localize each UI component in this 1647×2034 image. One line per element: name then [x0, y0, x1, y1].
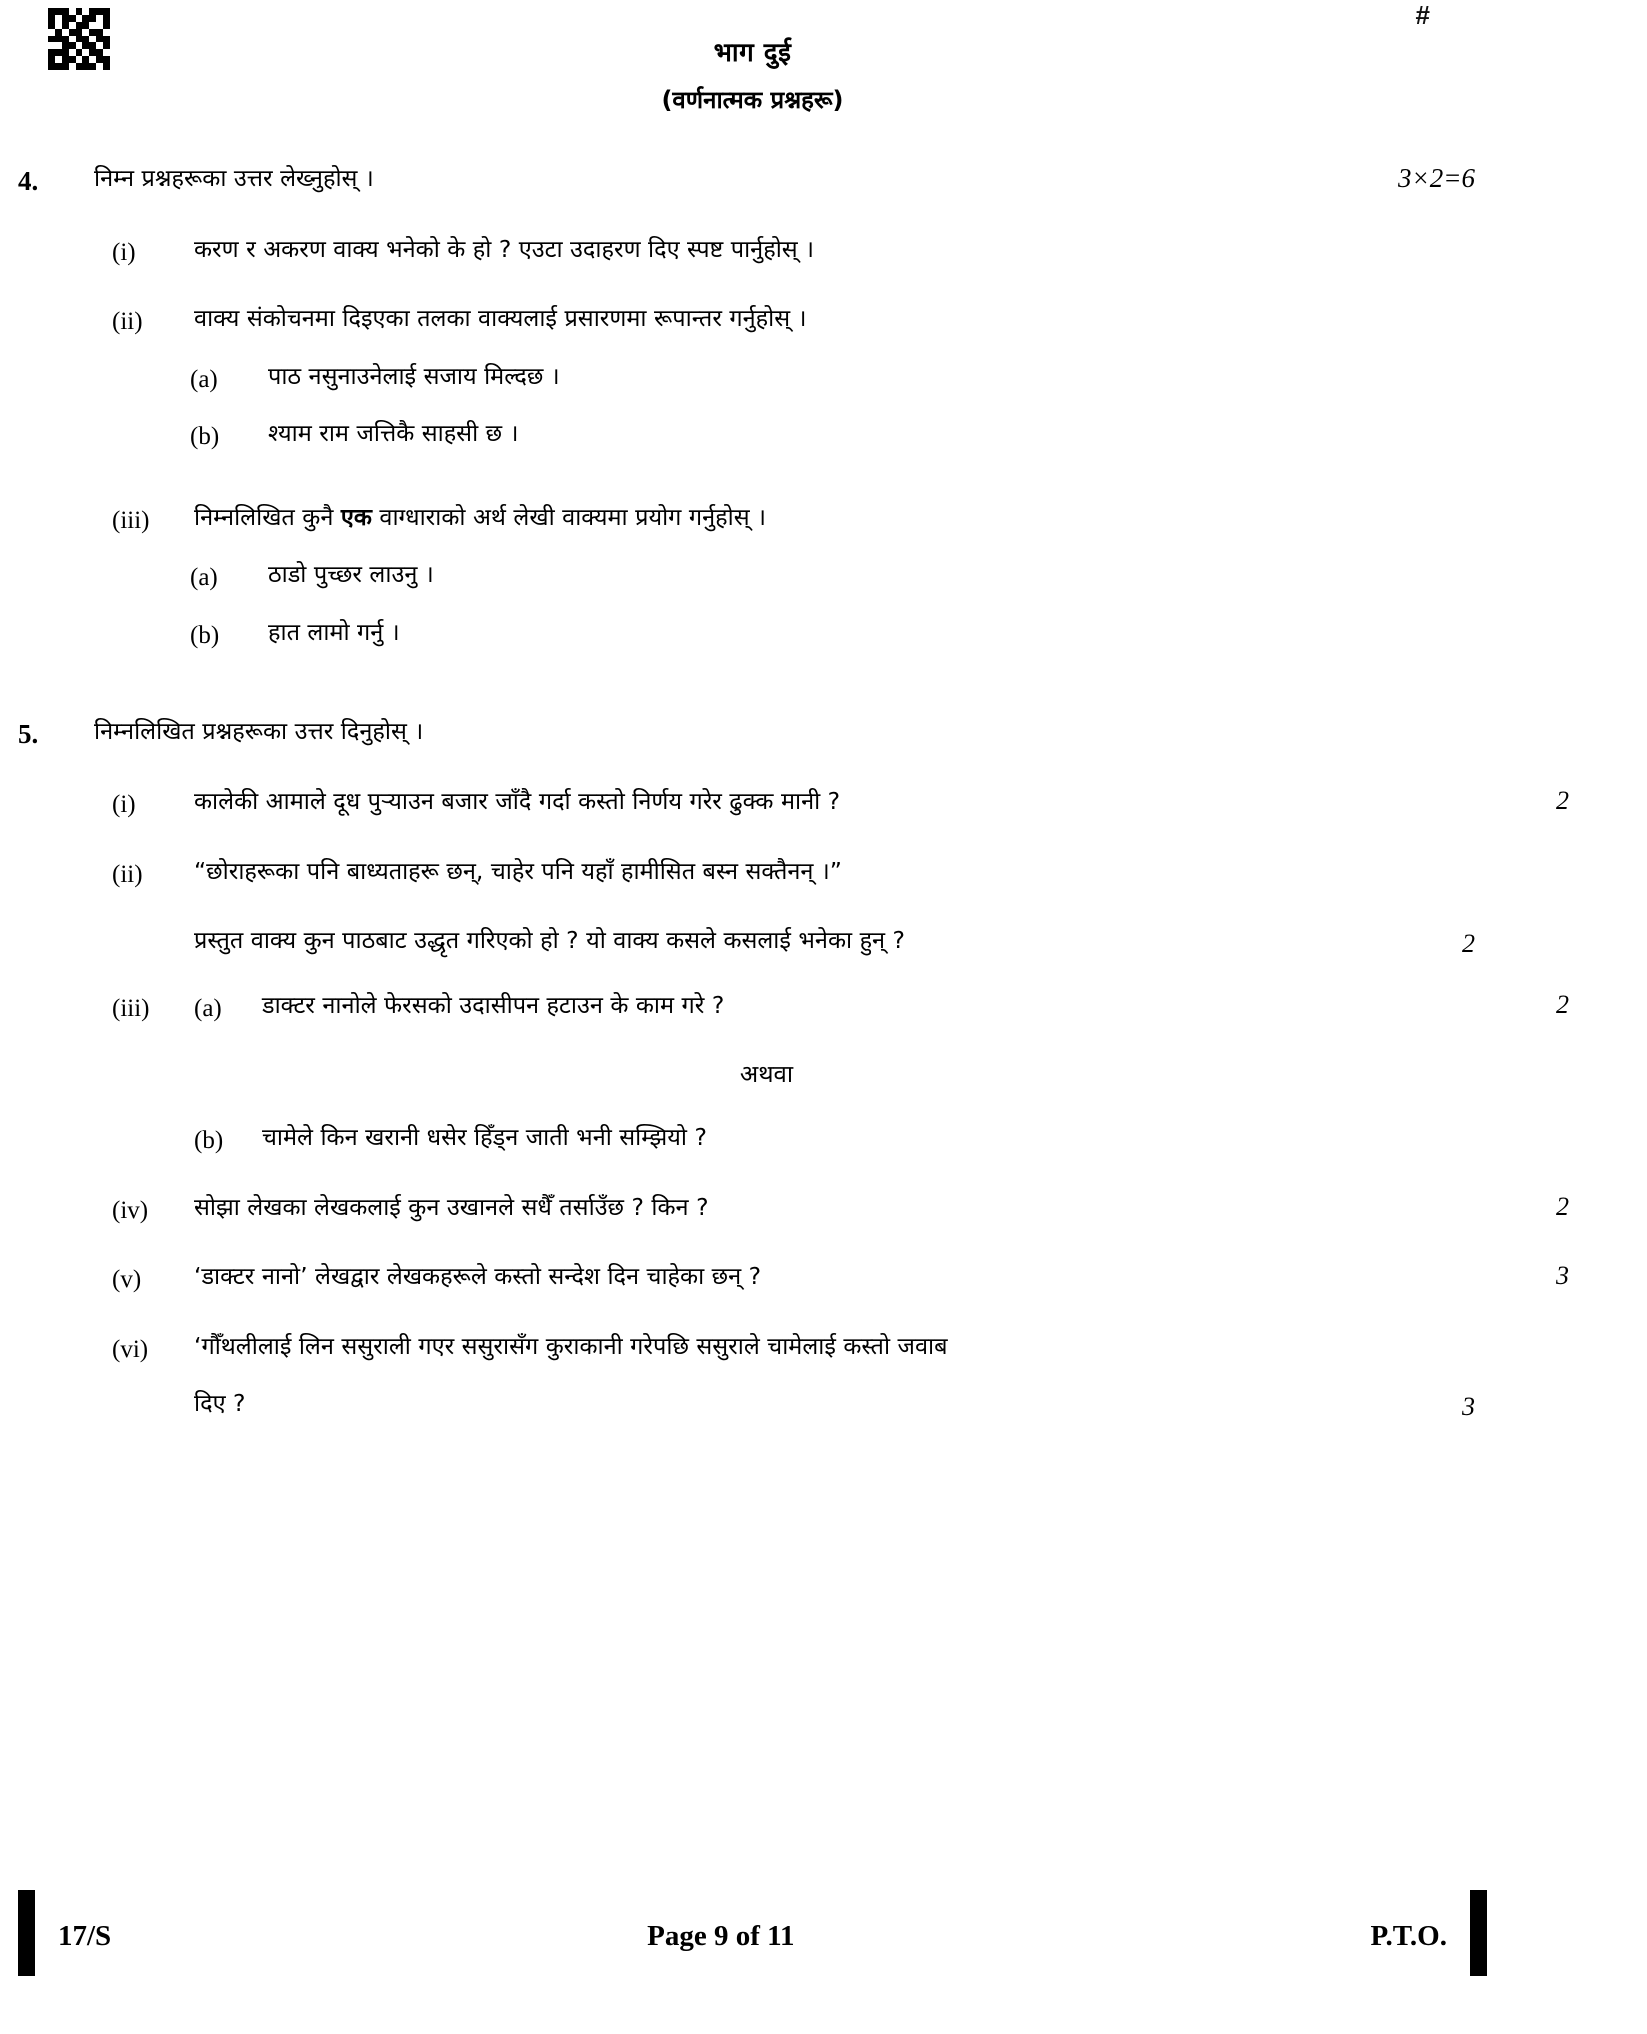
subitem-label: (a): [190, 365, 218, 393]
item-marks: 2: [1462, 929, 1475, 959]
page-footer: [0, 1890, 1505, 1976]
item-label: (i): [112, 791, 136, 819]
pto-label: P.T.O.: [1370, 1920, 1447, 1952]
subitem-label: (a): [194, 994, 222, 1022]
subitem-text: श्याम राम जत्तिकै साहसी छ ।: [268, 419, 519, 448]
item-label: (iv): [112, 1196, 149, 1224]
subitem-text: चामेले किन खरानी धसेर हिँड्न जाती भनी सम्झियो ?: [262, 1123, 707, 1152]
question-text: निम्नलिखित प्रश्नहरूका उत्तर दिनुहोस् ।: [94, 717, 424, 746]
subitem-text: हात लामो गर्नु ।: [268, 617, 400, 646]
item-text: ‘गौँथलीलाई लिन ससुराली गएर ससुरासँग कुराकानी गरेपछि ससुराले चामेलाई कस्तो जवाब: [194, 1331, 948, 1360]
question-4-item-iii: [112, 500, 1569, 540]
item-quote: “छोराहरूका पनि बाध्यताहरू छन्, चाहेर पनि यहाँ हामीसित बस्न सक्तैनन् ।”: [194, 856, 842, 885]
item-label: (vi): [112, 1335, 149, 1363]
question-5-item-ii: [112, 854, 1569, 894]
question-5-item-i: [112, 784, 1569, 824]
item-marks: 2: [1556, 786, 1569, 816]
subitem-text: पाठ नसुनाउनेलाई सजाय मिल्दछ ।: [268, 361, 560, 390]
question-5-item-iii-a: [112, 988, 1569, 1028]
subitem-text: डाक्टर नानोले फेरसको उदासीपन हटाउन के काम गरे ?: [262, 990, 725, 1019]
section-subtitle: (वर्णनात्मक प्रश्नहरू): [661, 86, 844, 114]
question-4-item-iii-a: [190, 557, 1647, 597]
item-text-before: निम्नलिखित कुनै: [194, 502, 341, 531]
item-text: दिए ?: [194, 1389, 246, 1418]
item-text-after: वाग्धाराको अर्थ लेखी वाक्यमा प्रयोग गर्नुहोस् ।: [371, 502, 766, 531]
section-heading: [0, 0, 1505, 119]
question-5-item-vi-line2: [194, 1386, 1475, 1421]
question-text: निम्न प्रश्नहरूका उत्तर लेख्नुहोस् ।: [94, 164, 374, 193]
question-4-item-i: [112, 232, 1569, 272]
item-text: करण र अकरण वाक्य भनेको के हो ? एउटा उदाहरण दिए स्पष्ट पार्नुहोस् ।: [194, 234, 815, 263]
page-number: Page 9 of 11: [647, 1920, 795, 1952]
questions-container: [0, 161, 1569, 1422]
item-label: (v): [112, 1266, 142, 1294]
question-4-item-ii-b: [190, 416, 1647, 456]
paper-code: 17/S: [58, 1920, 112, 1952]
item-text: प्रस्तुत वाक्य कुन पाठबाट उद्धृत गरिएको हो ? यो वाक्य कसले कसलाई भनेका हुन् ?: [194, 926, 906, 955]
subitem-label: (b): [190, 621, 220, 649]
question-5: [18, 714, 1475, 754]
question-4: [18, 161, 1475, 201]
item-label: (iii): [112, 994, 150, 1022]
section-title: भाग दुई: [713, 38, 792, 68]
question-4-item-ii-a: [190, 359, 1647, 399]
question-marks: 3×2=6: [1398, 163, 1475, 194]
item-marks: 2: [1556, 989, 1569, 1019]
question-number: 5.: [18, 719, 39, 750]
subitem-text: ठाडो पुच्छर लाउनु ।: [268, 560, 434, 589]
footer-content: [0, 1920, 1505, 1953]
item-text: कालेकी आमाले दूध पुऱ्याउन बजार जाँदै गर्दा कस्तो निर्णय गरेर ढुक्क मानी ?: [194, 787, 841, 816]
question-4-item-ii: [112, 301, 1569, 341]
item-label-spacer: [112, 1120, 194, 1122]
subitem-label: (a): [190, 564, 218, 592]
qr-code-icon: [48, 8, 110, 70]
question-5-item-vi: [112, 1329, 1569, 1369]
alternative-label: अथवा: [739, 1060, 794, 1089]
question-number: 4.: [18, 166, 39, 197]
top-right-mark: #: [1415, 0, 1429, 30]
subitem-label: (b): [190, 423, 220, 451]
item-label: (i): [112, 238, 136, 266]
question-5-item-v: [112, 1259, 1569, 1299]
question-4-item-iii-b: [190, 615, 1647, 655]
item-label: (iii): [112, 506, 150, 534]
item-text: सोझा लेखका लेखकलाई कुन उखानले सधैँ तर्साउँछ ? किन ?: [194, 1192, 709, 1221]
item-label: (ii): [112, 308, 143, 336]
item-marks: 3: [1556, 1261, 1569, 1291]
item-label: (ii): [112, 860, 143, 888]
item-marks: 3: [1462, 1392, 1475, 1422]
question-5-item-ii-line2: [194, 923, 1475, 958]
question-5-item-iv: [112, 1190, 1569, 1230]
question-5-item-iii-b: [112, 1120, 1569, 1160]
item-text-emphasis: एक: [340, 502, 372, 531]
item-text: ‘डाक्टर नानो’ लेखद्वार लेखकहरूले कस्तो सन्देश दिन चाहेका छन् ?: [194, 1262, 762, 1291]
item-text: वाक्य संकोचनमा दिइएका तलका वाक्यलाई प्रसारणमा रूपान्तर गर्नुहोस् ।: [194, 304, 807, 333]
item-text: [194, 500, 1569, 535]
subitem-label: (b): [194, 1127, 224, 1155]
item-marks: 2: [1556, 1191, 1569, 1221]
